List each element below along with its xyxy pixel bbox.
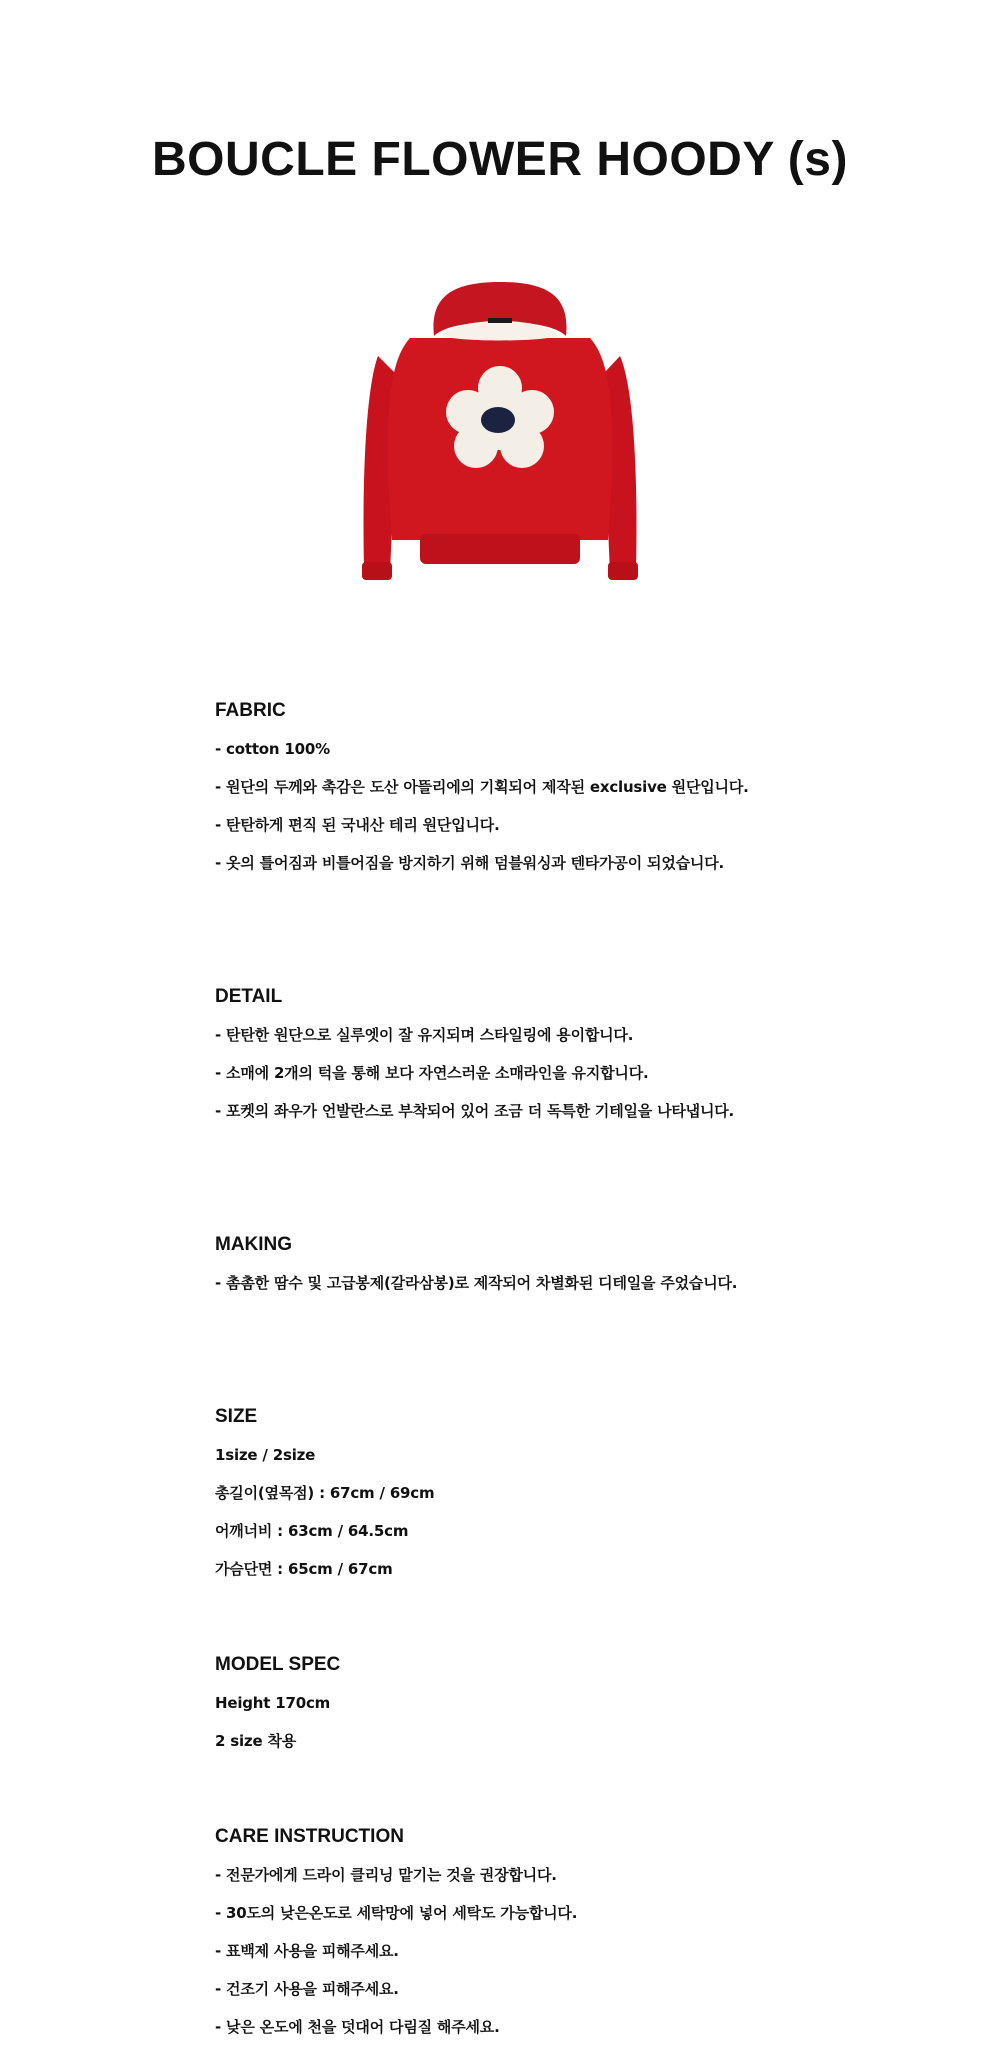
size-heading: SIZE	[215, 1406, 258, 1427]
product-title: BOUCLE FLOWER HOODY (s)	[152, 133, 848, 186]
fabric-line: - 옷의 틀어짐과 비틀어짐을 방지하기 위해 덤블워싱과 텐타가공이 되었습니다.	[215, 854, 724, 872]
making-heading: MAKING	[215, 1234, 293, 1255]
care-line: - 30도의 낮은온도로 세탁망에 넣어 세탁도 가능합니다.	[215, 1904, 578, 1922]
care-line: - 전문가에게 드라이 클리닝 맡기는 것을 권장합니다.	[215, 1866, 557, 1884]
detail-line: - 탄탄한 원단으로 실루엣이 잘 유지되며 스타일링에 용이합니다.	[215, 1026, 634, 1044]
hoodie-hem	[420, 534, 580, 564]
making-section	[215, 1226, 935, 1302]
fabric-line: - 원단의 두께와 촉감은 도산 아뜰리에의 기획되어 제작된 exclusive 원단입니다.	[215, 778, 749, 796]
fabric-section	[215, 692, 935, 882]
care-line: - 낮은 온도에 천을 덧대어 다림질 해주세요.	[215, 2018, 500, 2036]
care-line: - 건조기 사용을 피해주세요.	[215, 1980, 399, 1998]
detail-line: - 포켓의 좌우가 언발란스로 부착되어 있어 조금 더 독특한 기테일을 나타냅니다.	[215, 1102, 735, 1120]
hoodie-product-image	[358, 278, 642, 604]
product-details	[215, 692, 935, 2046]
detail-line: - 소매에 2개의 턱을 통해 보다 자연스러운 소매라인을 유지합니다.	[215, 1064, 649, 1082]
size-line: 어깨너비 : 63cm / 64.5cm	[215, 1522, 409, 1540]
size-line: 총길이(옆목점) : 67cm / 69cm	[215, 1484, 435, 1502]
model-spec-section	[215, 1646, 935, 1760]
hoodie-left-cuff	[362, 562, 392, 580]
care-line: - 표백제 사용을 피해주세요.	[215, 1942, 399, 1960]
care-instruction-heading: CARE INSTRUCTION	[215, 1826, 404, 1847]
size-section	[215, 1398, 935, 1588]
hoodie-illustration	[358, 278, 642, 604]
size-line: 가슴단면 : 65cm / 67cm	[215, 1560, 393, 1578]
hoodie-right-cuff	[608, 562, 638, 580]
making-line: - 촘촘한 땀수 및 고급봉제(갈라삼봉)로 제작되어 차별화된 디테일을 주었습니다.	[215, 1274, 738, 1292]
model-spec-heading: MODEL SPEC	[215, 1654, 341, 1675]
fabric-line: - cotton 100%	[215, 740, 330, 758]
model-spec-line: 2 size 착용	[215, 1732, 297, 1750]
flower-center	[481, 407, 515, 433]
model-spec-line: Height 170cm	[215, 1694, 331, 1712]
fabric-line: - 탄탄하게 편직 된 국내산 테리 원단입니다.	[215, 816, 500, 834]
detail-heading: DETAIL	[215, 986, 283, 1007]
detail-section	[215, 978, 935, 1130]
care-instruction-section	[215, 1818, 935, 2046]
hoodie-label	[488, 318, 512, 323]
fabric-heading: FABRIC	[215, 700, 286, 721]
size-line: 1size / 2size	[215, 1446, 316, 1464]
